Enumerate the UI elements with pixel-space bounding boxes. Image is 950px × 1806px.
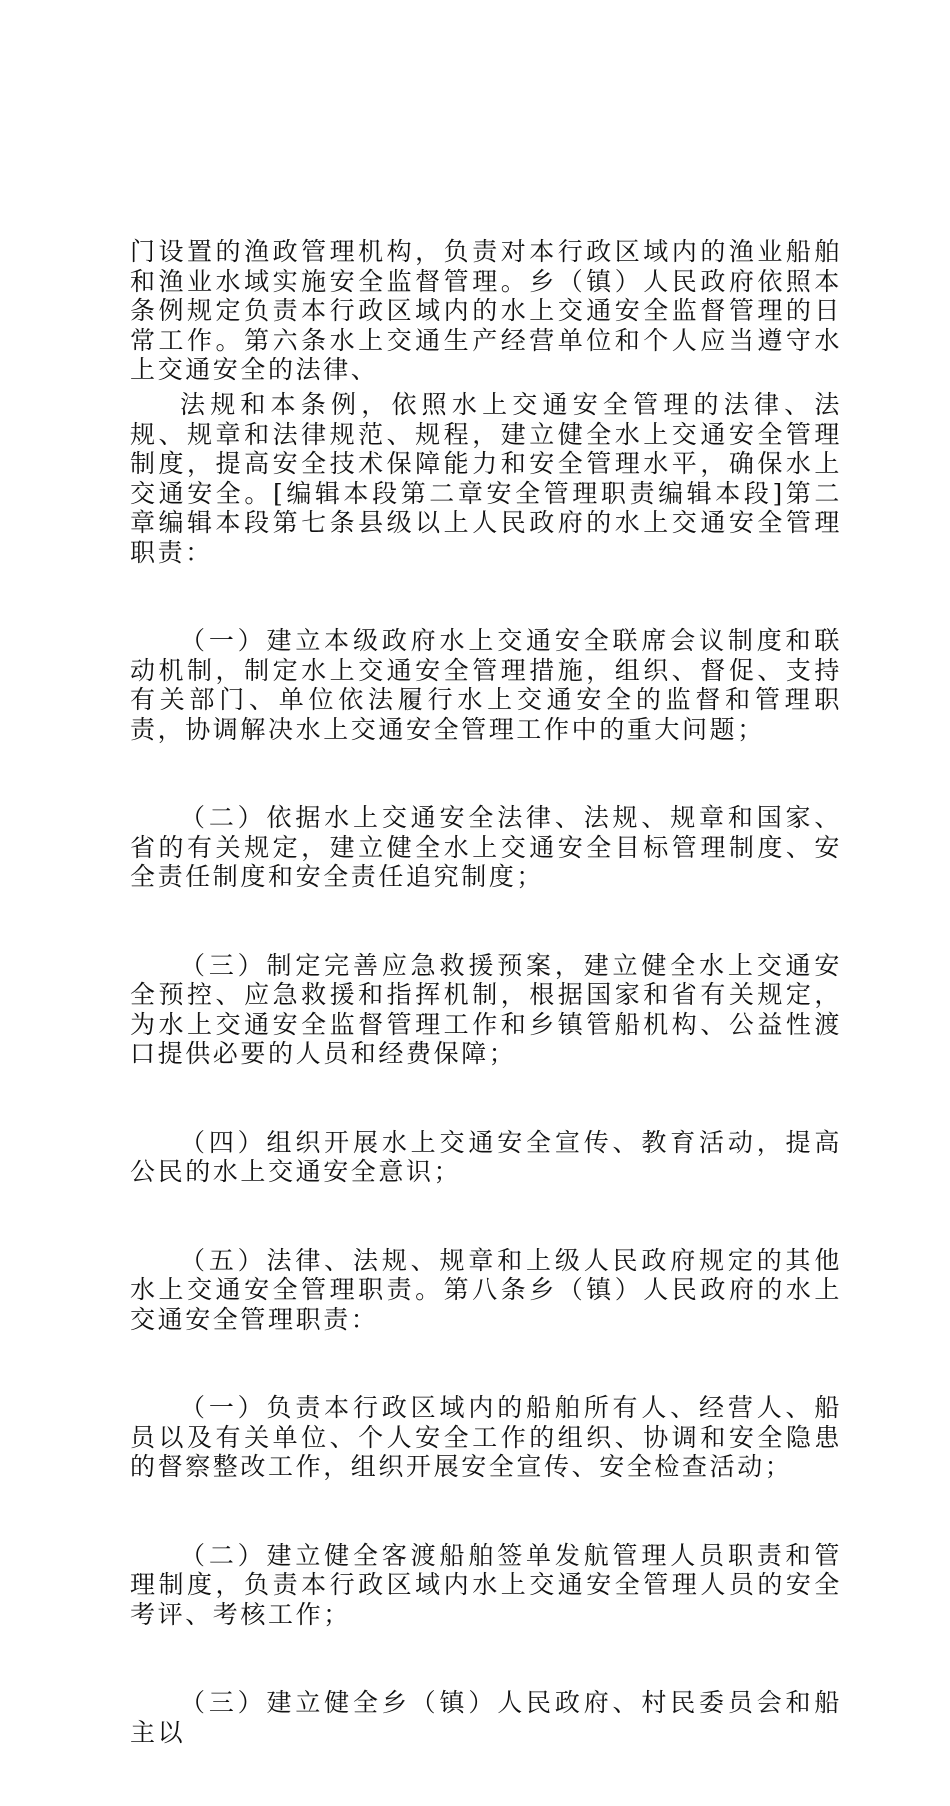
paragraph: （三）建立健全乡（镇）人民政府、村民委员会和船主以 xyxy=(130,1688,842,1747)
paragraph: （二）依据水上交通安全法律、法规、规章和国家、省的有关规定，建立健全水上交通安全目标管理制度、安全责任制度和安全责任追究制度； xyxy=(130,803,842,891)
paragraph: （三）制定完善应急救援预案，建立健全水上交通安全预控、应急救援和指挥机制，根据国家和省有关规定，为水上交通安全监督管理工作和乡镇管船机构、公益性渡口提供必要的人员和经费保障； xyxy=(130,950,842,1068)
paragraph: 门设置的渔政管理机构，负责对本行政区域内的渔业船舶和渔业水域实施安全监督管理。乡（镇）人民政府依照本条例规定负责本行政区域内的水上交通安全监督管理的日常工作。第六条水上交通生产经营单位和个人应当遵守水上交通安全的法律、 xyxy=(130,237,842,384)
paragraph: （五）法律、法规、规章和上级人民政府规定的其他水上交通安全管理职责。第八条乡（镇）人民政府的水上交通安全管理职责： xyxy=(130,1245,842,1334)
text-block-main xyxy=(130,331,842,1806)
paragraph: 法规和本条例，依照水上交通安全管理的法律、法规、规章和法律规范、规程，建立健全水上交通安全管理制度，提高安全技术保障能力和安全管理水平，确保水上交通安全。[编辑本段第二章安全管理职责编辑本段]第二章编辑本段第七条县级以上人民政府的水上交通安全管理职责： xyxy=(130,390,842,567)
paragraph: （一）负责本行政区域内的船舶所有人、经营人、船员以及有关单位、个人安全工作的组织、协调和安全隐患的督察整改工作，组织开展安全宣传、安全检查活动； xyxy=(130,1393,842,1481)
paragraph: （一）建立本级政府水上交通安全联席会议制度和联动机制，制定水上交通安全管理措施，组织、督促、支持有关部门、单位依法履行水上交通安全的监督和管理职责，协调解决水上交通安全管理工作中的重大问题； xyxy=(130,626,842,744)
paragraph: （四）组织开展水上交通安全宣传、教育活动，提高公民的水上交通安全意识； xyxy=(130,1127,842,1186)
paragraph: （二）建立健全客渡船舶签单发航管理人员职责和管理制度，负责本行政区域内水上交通安全管理人员的安全考评、考核工作； xyxy=(130,1540,842,1629)
